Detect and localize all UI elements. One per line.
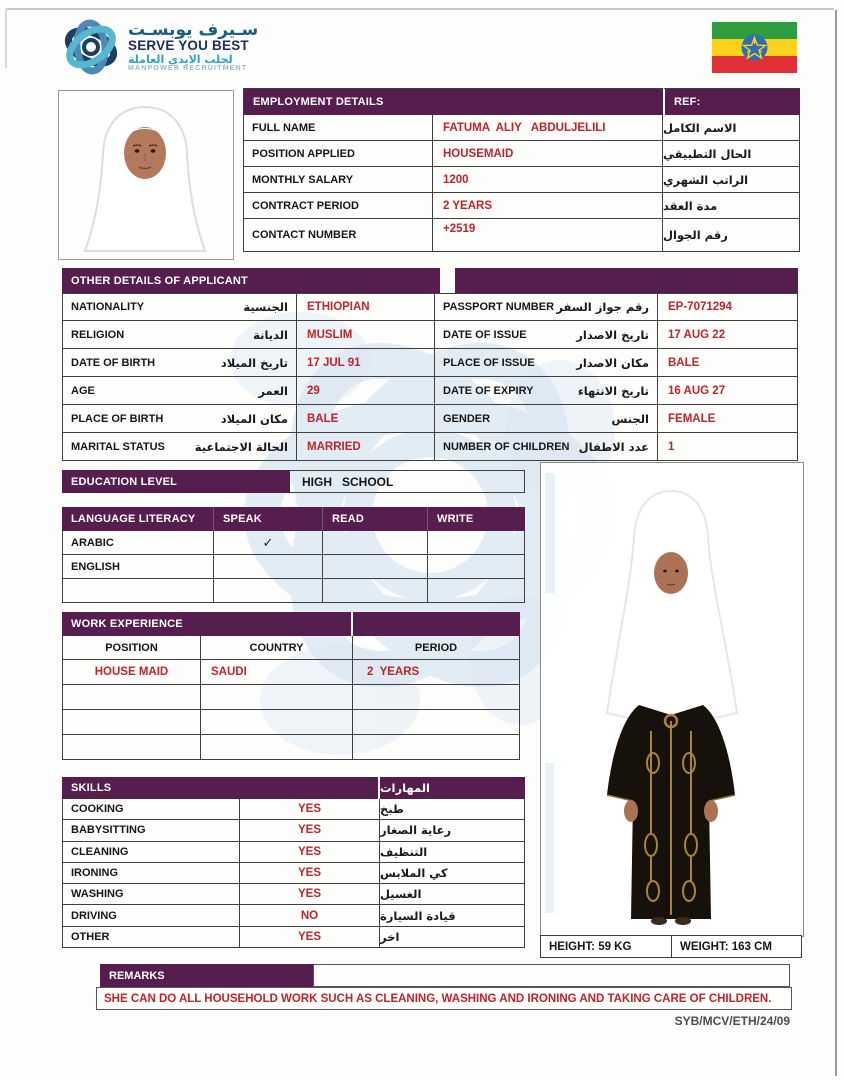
field-value: 17 AUG 22 bbox=[658, 321, 798, 349]
skill-name: COOKING bbox=[62, 799, 240, 820]
field-value: ETHIOPIAN bbox=[297, 293, 435, 321]
full-length-photo-figure bbox=[541, 463, 801, 934]
ref-label: REF: bbox=[663, 88, 800, 115]
experience-row-empty bbox=[62, 685, 201, 710]
field-label: FULL NAME bbox=[243, 115, 433, 141]
field-value: +2519 bbox=[433, 219, 663, 252]
skill-value: YES bbox=[240, 842, 380, 863]
field-label-arabic: الديانة bbox=[253, 327, 288, 342]
read-cell bbox=[323, 579, 428, 603]
document-reference-code: SYB/MCV/ETH/24/09 bbox=[674, 1014, 790, 1028]
field-label: PASSPORT NUMBER bbox=[443, 301, 555, 313]
field-label: PLACE OF ISSUE bbox=[443, 356, 535, 369]
field-label: NUMBER OF CHILDREN bbox=[443, 440, 570, 453]
speak-cell bbox=[214, 579, 323, 603]
field-value: 1200 bbox=[433, 167, 663, 193]
field-label: POSITION APPLIED bbox=[243, 141, 433, 167]
remarks-header-strip bbox=[313, 964, 790, 987]
skills-title: SKILLS bbox=[62, 777, 380, 799]
skill-value: YES bbox=[240, 863, 380, 884]
experience-period: 2 YEARS bbox=[353, 660, 520, 685]
field-label: DATE OF BIRTH bbox=[71, 356, 156, 369]
height-weight-row bbox=[540, 935, 802, 958]
employment-details-title: EMPLOYMENT DETAILS bbox=[243, 88, 663, 115]
experience-position: HOUSE MAID bbox=[62, 660, 201, 685]
scan-edge-right bbox=[835, 10, 837, 1076]
write-cell bbox=[428, 579, 525, 603]
field-label-arabic: مدة العقد bbox=[663, 193, 800, 219]
field-label-arabic: الحال التطبيقي bbox=[663, 141, 800, 167]
field-label-arabic: رقم الجوال bbox=[663, 219, 800, 252]
height-label: HEIGHT: 59 KG bbox=[540, 935, 672, 958]
country-header: COUNTRY bbox=[201, 636, 353, 660]
field-value: EP-7071294 bbox=[658, 293, 798, 321]
skill-value: YES bbox=[240, 884, 380, 905]
read-cell bbox=[323, 555, 428, 579]
agency-arabic-subtitle: لجلب الايدي العاملة bbox=[128, 52, 233, 66]
skill-name-arabic: الغسيل bbox=[380, 884, 525, 905]
other-details-header bbox=[62, 268, 798, 293]
field-label: DATE OF ISSUE bbox=[443, 328, 527, 341]
field-value: 2 YEARS bbox=[433, 193, 663, 219]
employment-details-table bbox=[243, 88, 800, 252]
field-label-arabic: عدد الاطفال bbox=[578, 439, 649, 454]
language-name: ENGLISH bbox=[62, 555, 214, 579]
skill-name: OTHER bbox=[62, 927, 240, 948]
experience-row-empty bbox=[62, 710, 201, 735]
field-label-arabic: تاريخ الانتهاء bbox=[577, 383, 649, 398]
write-cell bbox=[428, 555, 525, 579]
write-cell bbox=[428, 531, 525, 555]
field-label-arabic: تاريخ الميلاد bbox=[220, 355, 288, 370]
education-level-value: HIGH SCHOOL bbox=[290, 470, 525, 493]
skill-value: NO bbox=[240, 905, 380, 926]
skill-name-arabic: كي الملابس bbox=[380, 863, 525, 884]
field-label-arabic: العمر bbox=[258, 383, 288, 398]
field-value: BALE bbox=[658, 349, 798, 377]
skill-value: YES bbox=[240, 799, 380, 820]
speak-header: SPEAK bbox=[214, 507, 323, 531]
field-label-arabic: الجنسية bbox=[243, 300, 288, 314]
field-label-arabic: مكان الاصدار bbox=[576, 355, 649, 370]
field-label: PLACE OF BIRTH bbox=[71, 412, 164, 425]
field-value: MUSLIM bbox=[297, 321, 435, 349]
field-label-arabic: الحالة الاجتماعية bbox=[194, 439, 288, 454]
field-label-arabic: مكان الميلاد bbox=[220, 411, 288, 426]
skill-name-arabic: اخر bbox=[380, 927, 525, 948]
work-experience-title: WORK EXPERIENCE bbox=[62, 612, 353, 636]
field-value: 29 bbox=[297, 377, 435, 405]
field-value: BALE bbox=[297, 405, 435, 433]
field-label: GENDER bbox=[443, 412, 491, 425]
field-value: FATUMA ALIY ABDULJELILI bbox=[433, 115, 663, 141]
agency-subtitle: MANPOWER RECRUITMENT bbox=[128, 65, 248, 73]
field-label-arabic: الاسم الكامل bbox=[663, 115, 800, 141]
field-value: MARRIED bbox=[297, 433, 435, 461]
field-value: FEMALE bbox=[658, 405, 798, 433]
skill-value: YES bbox=[240, 820, 380, 841]
passport-photo bbox=[58, 90, 234, 260]
field-label-arabic: الجنس bbox=[611, 411, 649, 426]
skill-name: CLEANING bbox=[62, 842, 240, 863]
experience-country: SAUDI bbox=[201, 660, 353, 685]
agency-logo bbox=[60, 14, 258, 80]
field-label: AGE bbox=[71, 384, 95, 397]
language-literacy-header: LANGUAGE LITERACY bbox=[62, 507, 214, 531]
ethiopia-flag-icon bbox=[712, 22, 797, 73]
language-name bbox=[62, 579, 214, 603]
experience-row-empty bbox=[62, 735, 201, 760]
skill-name-arabic: طبخ bbox=[380, 799, 525, 820]
passport-photo-figure bbox=[59, 91, 231, 257]
field-label: NATIONALITY bbox=[71, 301, 145, 313]
speak-cell bbox=[214, 555, 323, 579]
read-header: READ bbox=[323, 507, 428, 531]
field-label: DATE OF EXPIRY bbox=[443, 384, 534, 397]
skill-name: WASHING bbox=[62, 884, 240, 905]
skill-name-arabic: رعاية الصغار bbox=[380, 820, 525, 841]
education-level-bar bbox=[62, 470, 525, 493]
field-label-arabic: رقم جواز السفر bbox=[556, 300, 649, 314]
field-value: 16 AUG 27 bbox=[658, 377, 798, 405]
field-label-arabic: الراتب الشهري bbox=[663, 167, 800, 193]
other-details-title: OTHER DETAILS OF APPLICANT bbox=[62, 268, 440, 293]
remarks-text: SHE CAN DO ALL HOUSEHOLD WORK SUCH AS CLEANING, WASHING AND IRONING AND TAKING CARE OF CHILDREN. bbox=[96, 987, 792, 1010]
field-value: 1 bbox=[658, 433, 798, 461]
agency-title: SERVE YOU BEST bbox=[128, 38, 249, 54]
other-details-table bbox=[62, 293, 798, 461]
scan-edge-top bbox=[6, 8, 834, 10]
language-literacy-table bbox=[62, 507, 525, 603]
position-header: POSITION bbox=[62, 636, 201, 660]
period-header: PERIOD bbox=[353, 636, 520, 660]
work-experience-title-right bbox=[353, 612, 520, 636]
skill-name: IRONING bbox=[62, 863, 240, 884]
skill-name-arabic: قيادة السيارة bbox=[380, 905, 525, 926]
skill-value: YES bbox=[240, 927, 380, 948]
skill-name-arabic: التنظيف bbox=[380, 842, 525, 863]
weight-label: WEIGHT: 163 CM bbox=[672, 935, 802, 958]
work-experience-table bbox=[62, 612, 520, 760]
field-value: 17 JUL 91 bbox=[297, 349, 435, 377]
field-label: CONTRACT PERIOD bbox=[243, 193, 433, 219]
read-cell bbox=[323, 531, 428, 555]
other-details-title-right bbox=[455, 268, 798, 293]
skills-title-arabic: المهارات bbox=[380, 777, 525, 799]
field-label-arabic: تاريخ الاصدار bbox=[576, 327, 649, 342]
field-label: MONTHLY SALARY bbox=[243, 167, 433, 193]
agency-knot-icon bbox=[60, 14, 122, 80]
skills-table bbox=[62, 777, 525, 948]
speak-checkmark: ✓ bbox=[214, 531, 323, 555]
skill-name: BABYSITTING bbox=[62, 820, 240, 841]
language-name: ARABIC bbox=[62, 531, 214, 555]
skill-name: DRIVING bbox=[62, 905, 240, 926]
write-header: WRITE bbox=[428, 507, 525, 531]
agency-arabic-title: سـيرف يوبسـت bbox=[128, 19, 259, 40]
field-label: RELIGION bbox=[71, 328, 125, 341]
field-label: MARITAL STATUS bbox=[71, 440, 165, 453]
education-level-label: EDUCATION LEVEL bbox=[62, 470, 290, 493]
field-label: CONTACT NUMBER bbox=[243, 219, 433, 252]
field-value: HOUSEMAID bbox=[433, 141, 663, 167]
remarks-title: REMARKS bbox=[100, 964, 313, 987]
full-length-photo bbox=[540, 462, 804, 937]
header-gap bbox=[440, 268, 455, 293]
scan-edge-left bbox=[5, 8, 7, 68]
